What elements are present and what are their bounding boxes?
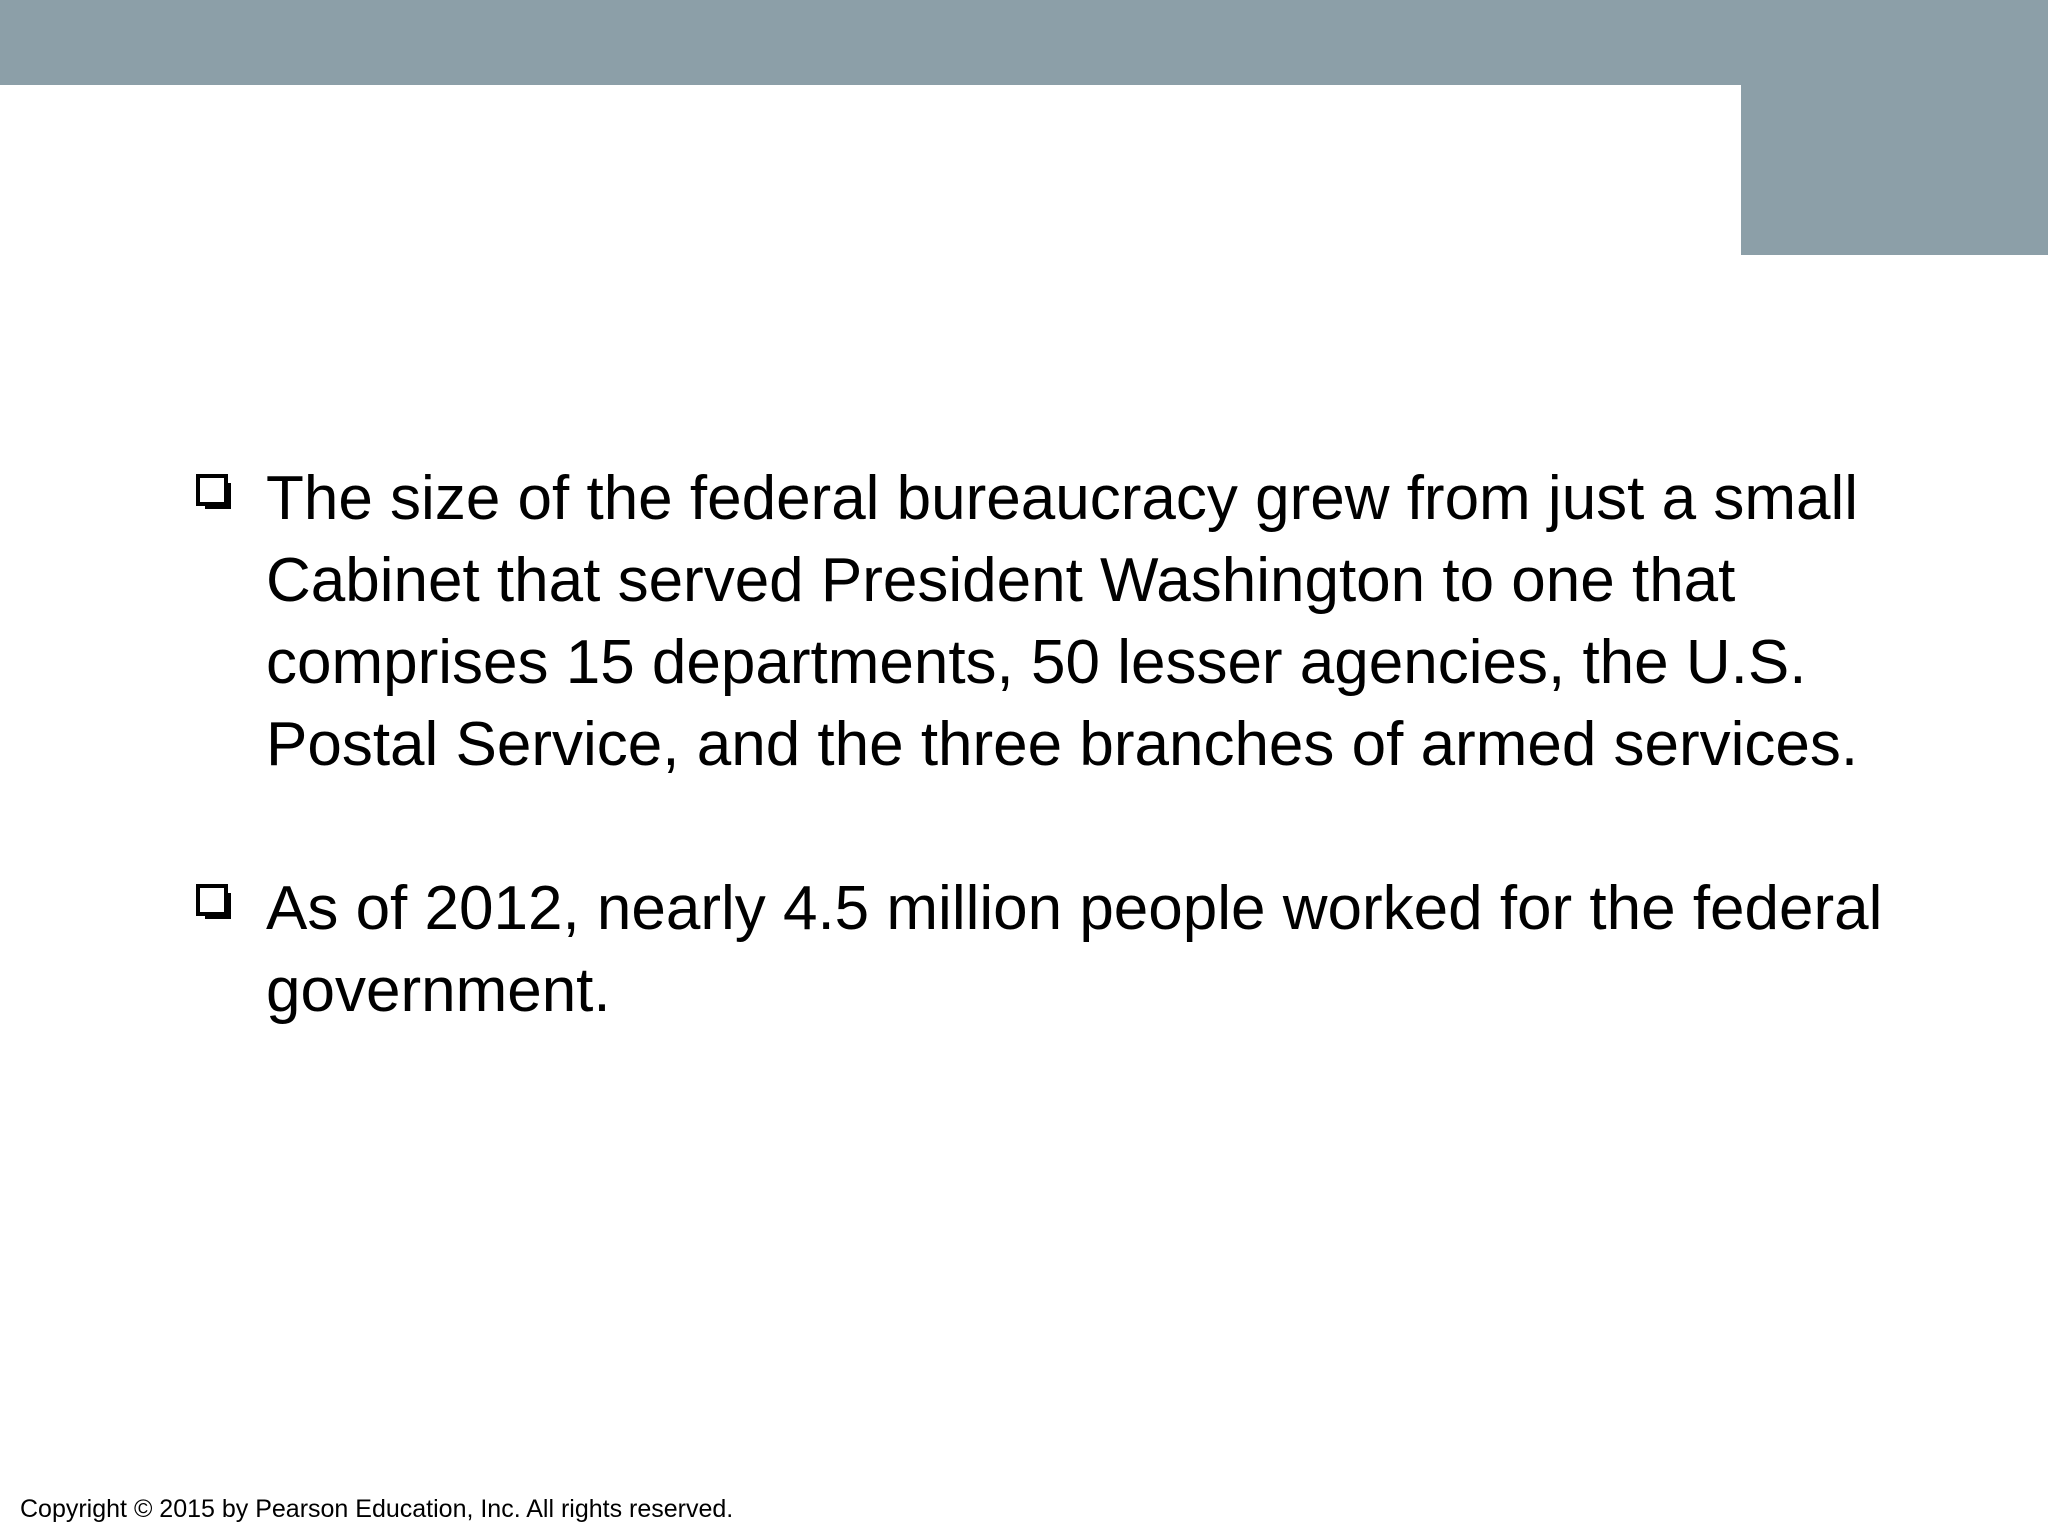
header-band [0,0,2048,85]
checkbox-outline-icon [196,474,232,510]
bullet-list [192,458,1952,1032]
bullet-text: As of 2012, nearly 4.5 million people worked for the federal government. [266,874,1883,1025]
bullet-item [192,868,1952,1032]
corner-accent-block [1741,85,2048,255]
checkbox-outline-icon [196,884,232,920]
copyright-footer: Copyright © 2015 by Pearson Education, Inc. All rights reserved. [20,1495,734,1523]
bullet-text: The size of the federal bureaucracy grew from just a small Cabinet that served President Washington to one that comprises 15 departments, 50 lesser agencies, the U.S. Postal Service, and the three branches of armed services. [266,464,1859,779]
bullet-item [192,458,1952,786]
